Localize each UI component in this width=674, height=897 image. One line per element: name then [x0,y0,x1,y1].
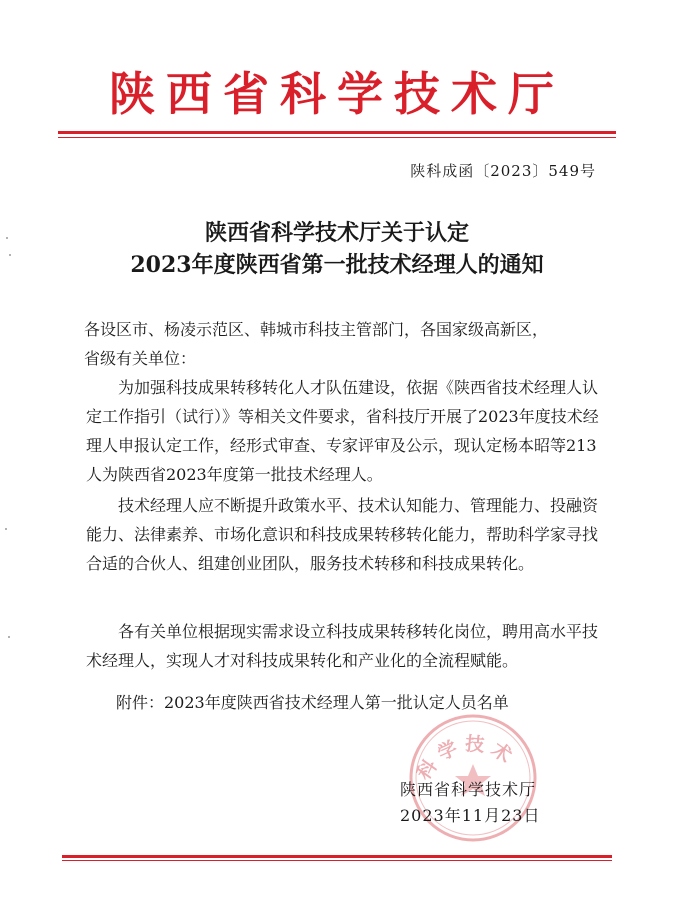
title-line-1: 陕西省科学技术厅关于认定 [204,220,469,246]
seal-text: 科学技术 [412,732,521,785]
scan-speck [5,528,7,530]
signature-date: 2023年11月23日 [400,806,541,825]
attachment-line: 附件：2023年度陕西省技术经理人第一批认定人员名单 [116,693,509,712]
document-number: 陕科成函〔2023〕549号 [410,162,596,180]
paragraph-3: 各有关单位根据现实需求设立科技成果转移转化岗位，聘用高水平技术经理人，实现人才对科技成果转化和产业化的全流程赋能。 [86,622,599,670]
footer-rule-thin [62,860,612,861]
paragraph-1: 为加强科技成果转移转化人才队伍建设，依据《陕西省技术经理人认定工作指引（试行）》等相关文件要求，省科技厅开展了2023年度技术经理人申报认定工作，经形式审查、专家评审及公示，现认定杨本昭等213人为陕西省2023年度第一批技术经理人。 [86,378,599,484]
footer-rule-thick [62,855,612,858]
paragraph-2: 技术经理人应不断提升政策水平、技术认知能力、管理能力、投融资能力、法律素养、市场化意识和科技成果转移转化能力，帮助科学家寻找合适的合伙人、组建创业团队，服务技术转移和科技成果转化。 [86,496,599,573]
scan-speck [9,254,11,256]
header-rule-thin [58,137,616,138]
title-line-2: 2023年度陕西省第一批技术经理人的通知 [130,252,544,278]
signature-org: 陕西省科学技术厅 [400,780,537,799]
scan-speck [8,636,10,638]
header-rule-thick [58,131,616,134]
masthead-org-name: 陕西省科学技术厅 [109,67,565,121]
salutation-line-1: 各设区市、杨凌示范区、韩城市科技主管部门，各国家级高新区， [84,320,549,339]
scan-speck [6,237,8,239]
salutation-line-2: 省级有关单位： [84,349,197,368]
